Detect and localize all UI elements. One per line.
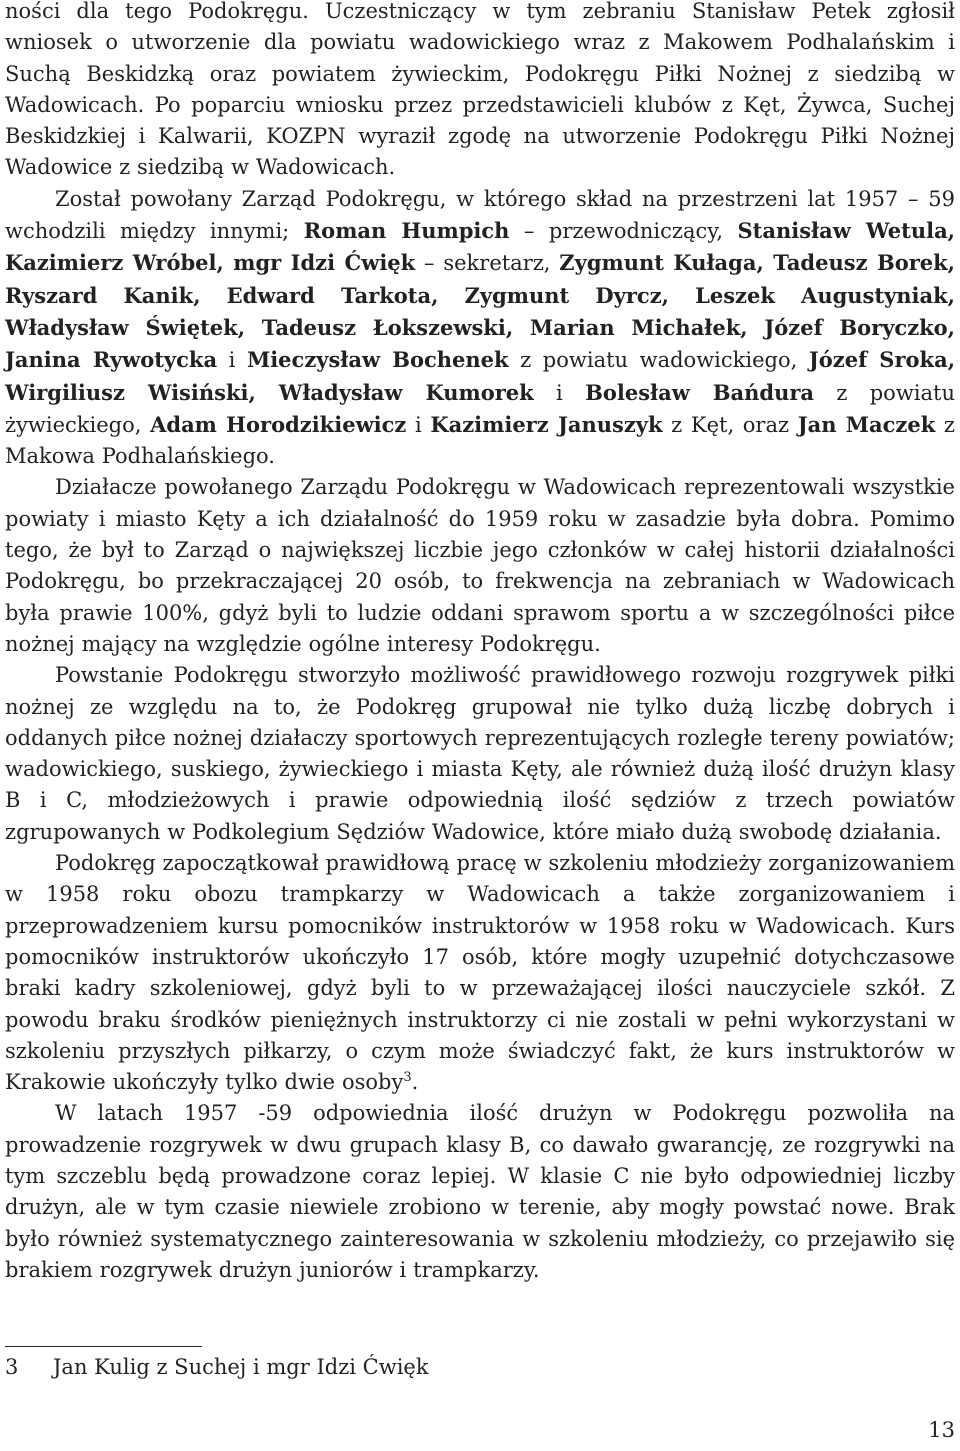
text-run: i: [533, 380, 586, 405]
bold-name: Kazimierz Januszyk: [430, 411, 663, 437]
footnote: [5, 1352, 429, 1383]
bold-name: Roman Humpich: [303, 218, 510, 244]
text-run: z Kęt, oraz: [662, 412, 798, 437]
text-run: W latach 1957 -59 odpowiednia ilość drużyn w Podokręgu pozwoliła na prowadzenie rozgrywek w dwu grupach klasy B, co dawało gwarancję, ze rozgrywki na tym szczeblu będą prowadzone coraz lepiej. W klasie C nie było odpowiedniej liczby drużyn, ale w tym czasie niewiele zrobiono w terenie, aby mogły powstać nowe. Brak było również systematycznego zainteresowania w szkoleniu młodzieży, co przejawiło się brakiem rozgrywek drużyn juniorów i trampkarzy.: [5, 1101, 955, 1282]
text-run: – przewodniczący,: [509, 219, 738, 244]
bold-name: Jan Maczek: [797, 411, 936, 437]
footnote-number: 3: [5, 1355, 19, 1379]
text-run: Podokręg zapoczątkował prawidłową pracę w szkoleniu młodzieży zorganizowaniem w 1958 roku obozu trampkarzy w Wadowicach a także zorganizowaniem i przeprowadzeniem kursu pomocników instruktorów w 1958 roku w Wadowicach. Kurs pomocników instruktorów ukończyło 17 osób, które mogły uzupełnić dotychczasowe braki kadry szkoleniowej, gdyż byli to w przeważającej ilości nauczyciele szkół. Z powodu braku środków pieniężnych instruktorzy ci nie zostali w pełni wykorzystani w szkoleniu przyszłych piłkarzy, o czym może świadczyć fakt, że kurs instruktorów w Krakowie ukończyły tylko dwie osoby: [5, 851, 955, 1095]
bold-name: Zygmunt Kułaga, Tadeusz Borek, Ryszard Kanik, Edward Tarkota, Zygmunt Dyrcz, Leszek Augustyniak, Władysław Świętek, Tadeusz Łokszewski, Marian Michałek, Józef Boryczko, Janina Rywotycka: [5, 250, 955, 373]
paragraph: [5, 184, 955, 473]
text-run: .: [411, 1070, 419, 1095]
footnote-separator: [5, 1346, 202, 1347]
text-run: Został powołany Zarząd Podokręgu, w którego skład na przestrzeni lat 1957 – 59 wchodzili między innymi;: [5, 186, 955, 244]
bold-name: Józef Sroka, Wirgiliusz Wisiński, Władysław Kumorek: [5, 347, 956, 405]
text-run: Powstanie Podokręgu stworzyło możliwość prawidłowego rozwoju rozgrywek piłki nożnej ze względu na to, że Podokręg grupował nie tylko dużą liczbę dobrych i oddanych piłce nożnej działaczy sportowych reprezentujących rozległe tereny powiatów; wadowickiego, suskiego, żywieckiego i miasta Kęty, ale również dużą ilość drużyn klasy B i C, młodzieżowych i prawie odpowiednią ilość sędziów z trzech powiatów zgrupowanych w Podkolegium Sędziów Wadowice, które miało dużą swobodę działania.: [5, 663, 955, 844]
paragraph: [5, 848, 955, 1098]
text-run: Działacze powołanego Zarządu Podokręgu w Wadowicach reprezentowali wszystkie powiaty i miasto Kęty a ich działalność do 1959 roku w zasadzie była dobra. Pomimo tego, że był to Zarząd o największej liczbie jego członków w całej historii działalności Podokręgu, bo przekraczającej 20 osób, to frekwencja na zebraniach w Wadowicach była prawie 100%, gdyż byli to ludzie oddani sprawom sportu a w szczególności piłce nożnej mający na względzie ogólne interesy Podokręgu.: [5, 475, 955, 656]
footnote-reference: 3: [403, 1070, 412, 1086]
page-number: 13: [928, 1418, 955, 1442]
text-run: i: [406, 412, 431, 437]
paragraph: [5, 1098, 955, 1286]
text-run: i: [217, 348, 247, 373]
text-run: z Makowa Podhalańskiego.: [5, 412, 955, 469]
bold-name: Mieczysław Bochenek: [246, 347, 509, 373]
body-text: [5, 0, 955, 1286]
footnote-text: Jan Kulig z Suchej i mgr Idzi Ćwięk: [53, 1355, 429, 1379]
paragraph: [5, 660, 955, 848]
paragraph: [5, 0, 955, 184]
bold-name: Adam Horodzikiewicz: [150, 411, 407, 437]
text-run: – sekretarz,: [415, 251, 560, 276]
paragraph: [5, 472, 955, 660]
text-run: ności dla tego Podokręgu. Uczestniczący w tym zebraniu Stanisław Petek zgłosił wniosek o utworzenie dla powiatu wadowickiego wraz z Makowem Podhalańskim i Suchą Beskidzką oraz powiatem żywieckim, Podokręgu Piłki Nożnej z siedzibą w Wadowicach. Po poparciu wniosku przez przedstawicieli klubów z Kęt, Żywca, Suchej Beskidzkiej i Kalwarii, KOZPN wyraził zgodę na utworzenie Podokręgu Piłki Nożnej Wadowice z siedzibą w Wadowicach.: [5, 0, 955, 180]
bold-name: Stanisław Wetula, Kazimierz Wróbel, mgr Idzi Ćwięk: [5, 218, 955, 276]
text-run: z powiatu wadowickiego,: [508, 348, 809, 373]
bold-name: Bolesław Bańdura: [585, 379, 815, 405]
text-run: z powiatu żywieckiego,: [5, 380, 956, 437]
